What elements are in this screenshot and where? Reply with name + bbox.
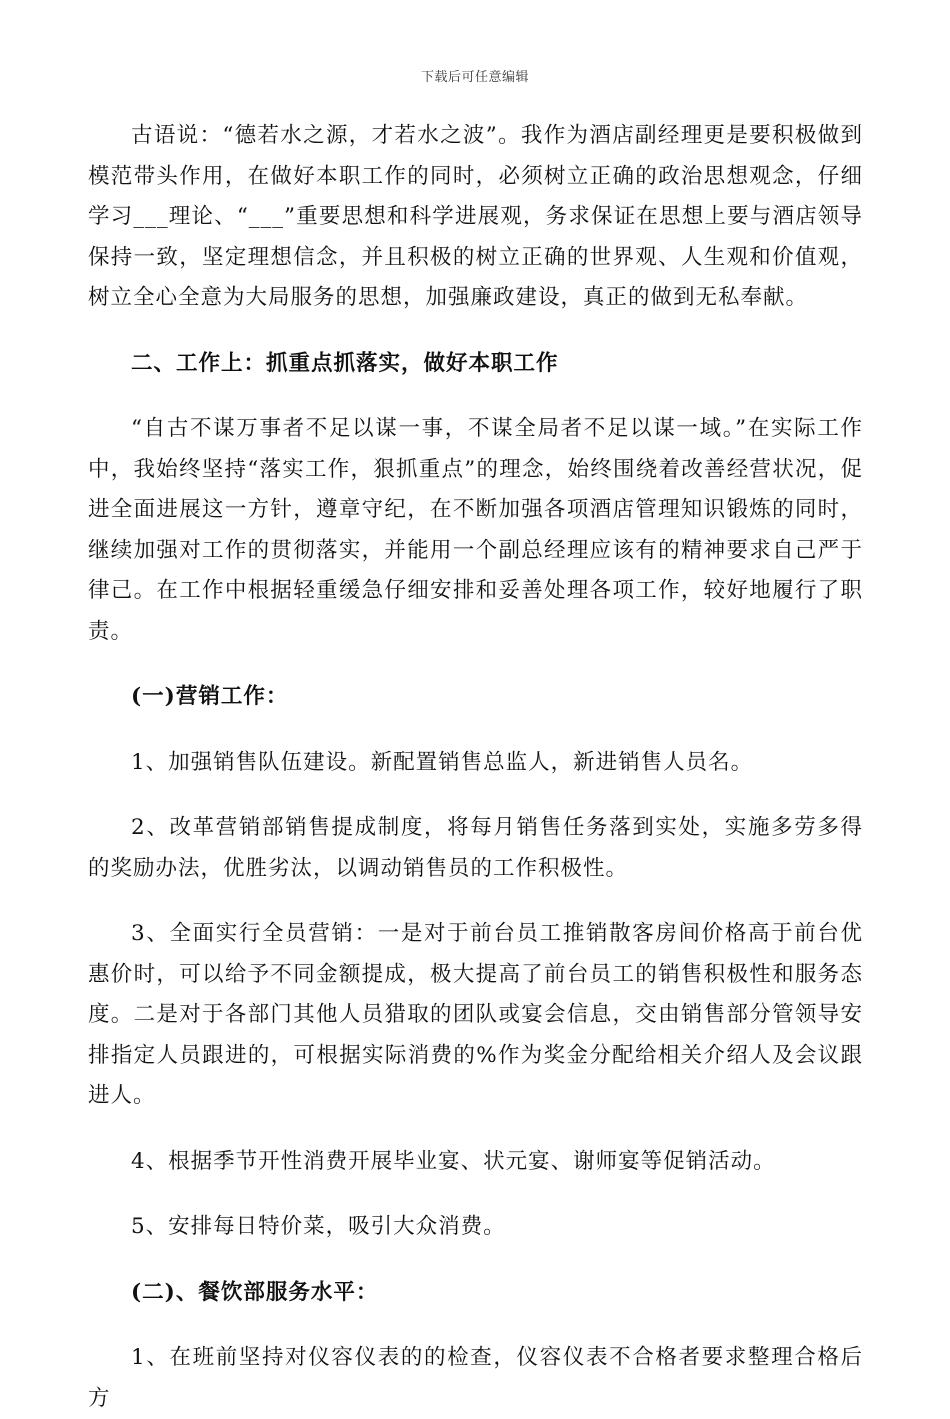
subsection-heading-catering: (二)、餐饮部服务水平：: [131, 1279, 379, 1305]
list-item-3: 3、全面实行全员营销：一是对于前台员工推销散客房间价格高于前台优惠价时，可以给予不同金额提成，极大提高了前台员工的销售积极性和服务态度。二是对于各部门其他人员猎取的团队或宴会信息，交由销售部分管领导安排指定人员跟进的，可根据实际消费的%作为奖金分配给相关介绍人及会议跟进人。: [88, 921, 863, 1108]
list-item-1: 1、加强销售队伍建设。新配置销售总监人，新进销售人员名。: [131, 749, 754, 775]
list-item-2: 2、改革营销部销售提成制度，将每月销售任务落到实处，实施多劳多得的奖励办法，优胜劣汰，以调动销售员的工作积极性。: [88, 815, 863, 881]
list-item-5: 5、安排每日特价菜，吸引大众消费。: [131, 1214, 506, 1239]
paragraph-1: 古语说：“德若水之源，才若水之波”。我作为酒店副经理更是要积极做到模范带头作用，在做好本职工作的同时，必须树立正确的政治思想观念，仔细学习___理论、“___”重要思想和科学进展观，务求保证在思想上要与酒店领导保持一致，坚定理想信念，并且积极的树立正确的世界观、人生观和价值观，树立全心全意为大局服务的思想，加强廉政建设，真正的做到无私奉献。: [88, 123, 863, 310]
page-header: 下载后可任意编辑: [420, 70, 529, 85]
paragraph-2: “自古不谋万事者不足以谋一事，不谋全局者不足以谋一域。”在实际工作中，我始终坚持“落实工作，狠抓重点”的理念，始终围绕着改善经营状况，促进全面进展这一方针，遵章守纪，在不断加强各项酒店管理知识锻炼的同时，继续加强对工作的贯彻落实，并能用一个副总经理应该有的精神要求自己严于律己。在工作中根据轻重缓急仔细安排和妥善处理各项工作，较好地履行了职责。: [88, 416, 863, 644]
list-item-6: 1、在班前坚持对仪容仪表的的检查，仪容仪表不合格者要求整理合格后方: [88, 1345, 863, 1411]
subsection-heading-marketing: (一)营销工作：: [131, 684, 289, 709]
document-body: [88, 116, 863, 1419]
section-heading-2: 二、工作上：抓重点抓落实，做好本职工作: [131, 350, 559, 376]
list-item-4: 4、根据季节开性消费开展毕业宴、状元宴、谢师宴等促销活动。: [131, 1148, 776, 1174]
